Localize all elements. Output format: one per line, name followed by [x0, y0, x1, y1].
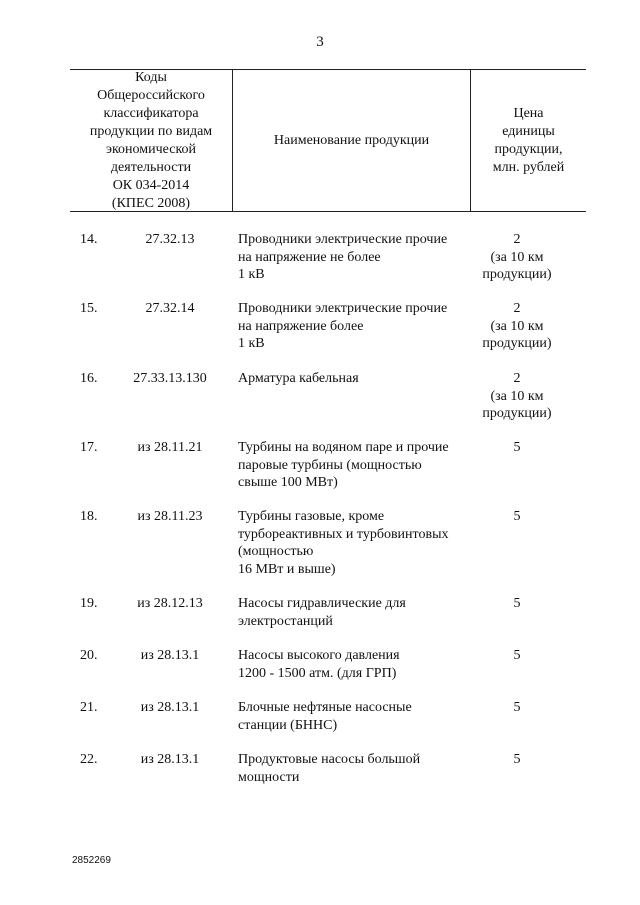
- table-header: [70, 69, 586, 212]
- row-name-line: на напряжение не более: [238, 249, 381, 265]
- header-price-line: продукции,: [494, 141, 563, 157]
- row-price-line: (за 10 км: [490, 318, 544, 334]
- row-name-line: Турбины на водяном паре и прочие: [238, 440, 449, 455]
- header-price-line: единицы: [502, 123, 555, 139]
- row-name: [238, 595, 470, 630]
- row-price-line: продукции): [482, 267, 552, 282]
- row-price: [472, 647, 562, 665]
- header-price-line: Цена: [513, 105, 544, 121]
- header-codes-line: классификатора: [103, 105, 199, 121]
- row-name-line: 1200 - 1500 атм. (для ГРП): [238, 665, 397, 681]
- row-price-line: 2: [513, 301, 521, 316]
- header-price-line: млн. рублей: [492, 159, 565, 175]
- row-name-line: 1 кВ: [238, 336, 265, 351]
- row-name-line: Турбины газовые, кроме: [238, 509, 385, 524]
- row-price: [472, 508, 562, 526]
- row-name-line: 16 МВт и выше): [238, 561, 336, 577]
- row-price-line: 5: [513, 700, 521, 715]
- row-number: 20.: [80, 648, 98, 663]
- row-code: из 28.13.1: [140, 648, 200, 663]
- header-name-column: [233, 70, 471, 211]
- row-price-line: 5: [513, 596, 521, 611]
- row-number: 22.: [80, 752, 98, 767]
- header-price-column: [471, 70, 586, 211]
- header-codes-line: экономической: [105, 141, 197, 157]
- row-name-line: Проводники электрические прочие: [238, 232, 448, 247]
- row-name-line: Арматура кабельная: [238, 371, 359, 386]
- row-name: [238, 231, 470, 284]
- row-number: 19.: [80, 596, 98, 611]
- row-name: [238, 300, 470, 353]
- row-price: [472, 595, 562, 613]
- row-number: 16.: [80, 371, 98, 386]
- row-price-line: 5: [513, 752, 521, 767]
- row-number: 14.: [80, 232, 98, 247]
- row-name-line: Блочные нефтяные насосные: [238, 700, 412, 715]
- row-name-line: станции (БННС): [238, 717, 338, 733]
- document-id: 2852269: [72, 855, 111, 866]
- row-code: из 28.11.23: [137, 509, 203, 524]
- row-name: [238, 751, 470, 786]
- row-price-line: (за 10 км: [490, 249, 544, 265]
- row-number: 21.: [80, 700, 98, 715]
- row-code: 27.32.14: [145, 301, 195, 316]
- header-codes-line: деятельности: [110, 159, 192, 175]
- page-number: 3: [316, 34, 324, 50]
- row-name-line: Продуктовые насосы большой: [238, 752, 421, 767]
- row-price-line: 2: [513, 232, 521, 247]
- row-price-line: продукции): [482, 406, 552, 421]
- row-code: из 28.12.13: [137, 596, 203, 611]
- row-name: [238, 508, 470, 578]
- header-name-label: Наименование продукции: [273, 132, 430, 148]
- header-codes-line: (КПЕС 2008): [111, 195, 191, 211]
- row-number: 18.: [80, 509, 98, 524]
- row-name: [238, 370, 470, 388]
- row-name-line: Насосы гидравлические для: [238, 596, 406, 611]
- row-number: 15.: [80, 301, 98, 316]
- row-price-line: продукции): [482, 336, 552, 351]
- row-price-line: 2: [513, 371, 521, 386]
- row-code: из 28.11.21: [137, 440, 203, 455]
- row-name-line: электростанций: [238, 613, 333, 629]
- row-name-line: Насосы высокого давления: [238, 648, 400, 663]
- row-price: [472, 439, 562, 457]
- row-price: [472, 699, 562, 717]
- header-codes-line: Коды: [135, 69, 167, 85]
- row-name-line: турбореактивных и турбовинтовых: [238, 526, 449, 542]
- row-code: 27.32.13: [145, 232, 195, 247]
- row-name-line: 1 кВ: [238, 267, 265, 282]
- row-price-line: (за 10 км: [490, 388, 544, 404]
- row-price-line: 5: [513, 440, 521, 455]
- row-name-line: на напряжение более: [238, 318, 364, 334]
- row-price: [472, 231, 562, 284]
- row-name-line: паровые турбины (мощностью: [238, 457, 422, 473]
- row-name: [238, 647, 470, 682]
- row-name-line: мощности: [238, 769, 300, 785]
- row-code: 27.33.13.130: [133, 371, 207, 386]
- row-name-line: (мощностью: [238, 544, 314, 559]
- header-codes-column: [70, 70, 233, 211]
- row-price-line: 5: [513, 648, 521, 663]
- row-code: из 28.13.1: [140, 700, 200, 715]
- row-name: [238, 699, 470, 734]
- header-codes-line: продукции по видам: [89, 123, 213, 139]
- row-name: [238, 439, 470, 492]
- row-code: из 28.13.1: [140, 752, 200, 767]
- row-name-line: свыше 100 МВт): [238, 475, 338, 490]
- row-price-line: 5: [513, 509, 521, 524]
- header-codes-line: Общероссийского: [97, 87, 205, 103]
- row-number: 17.: [80, 440, 98, 455]
- row-price: [472, 300, 562, 353]
- row-price: [472, 751, 562, 769]
- row-name-line: Проводники электрические прочие: [238, 301, 448, 316]
- header-codes-line: ОК 034-2014: [112, 177, 190, 193]
- row-price: [472, 370, 562, 423]
